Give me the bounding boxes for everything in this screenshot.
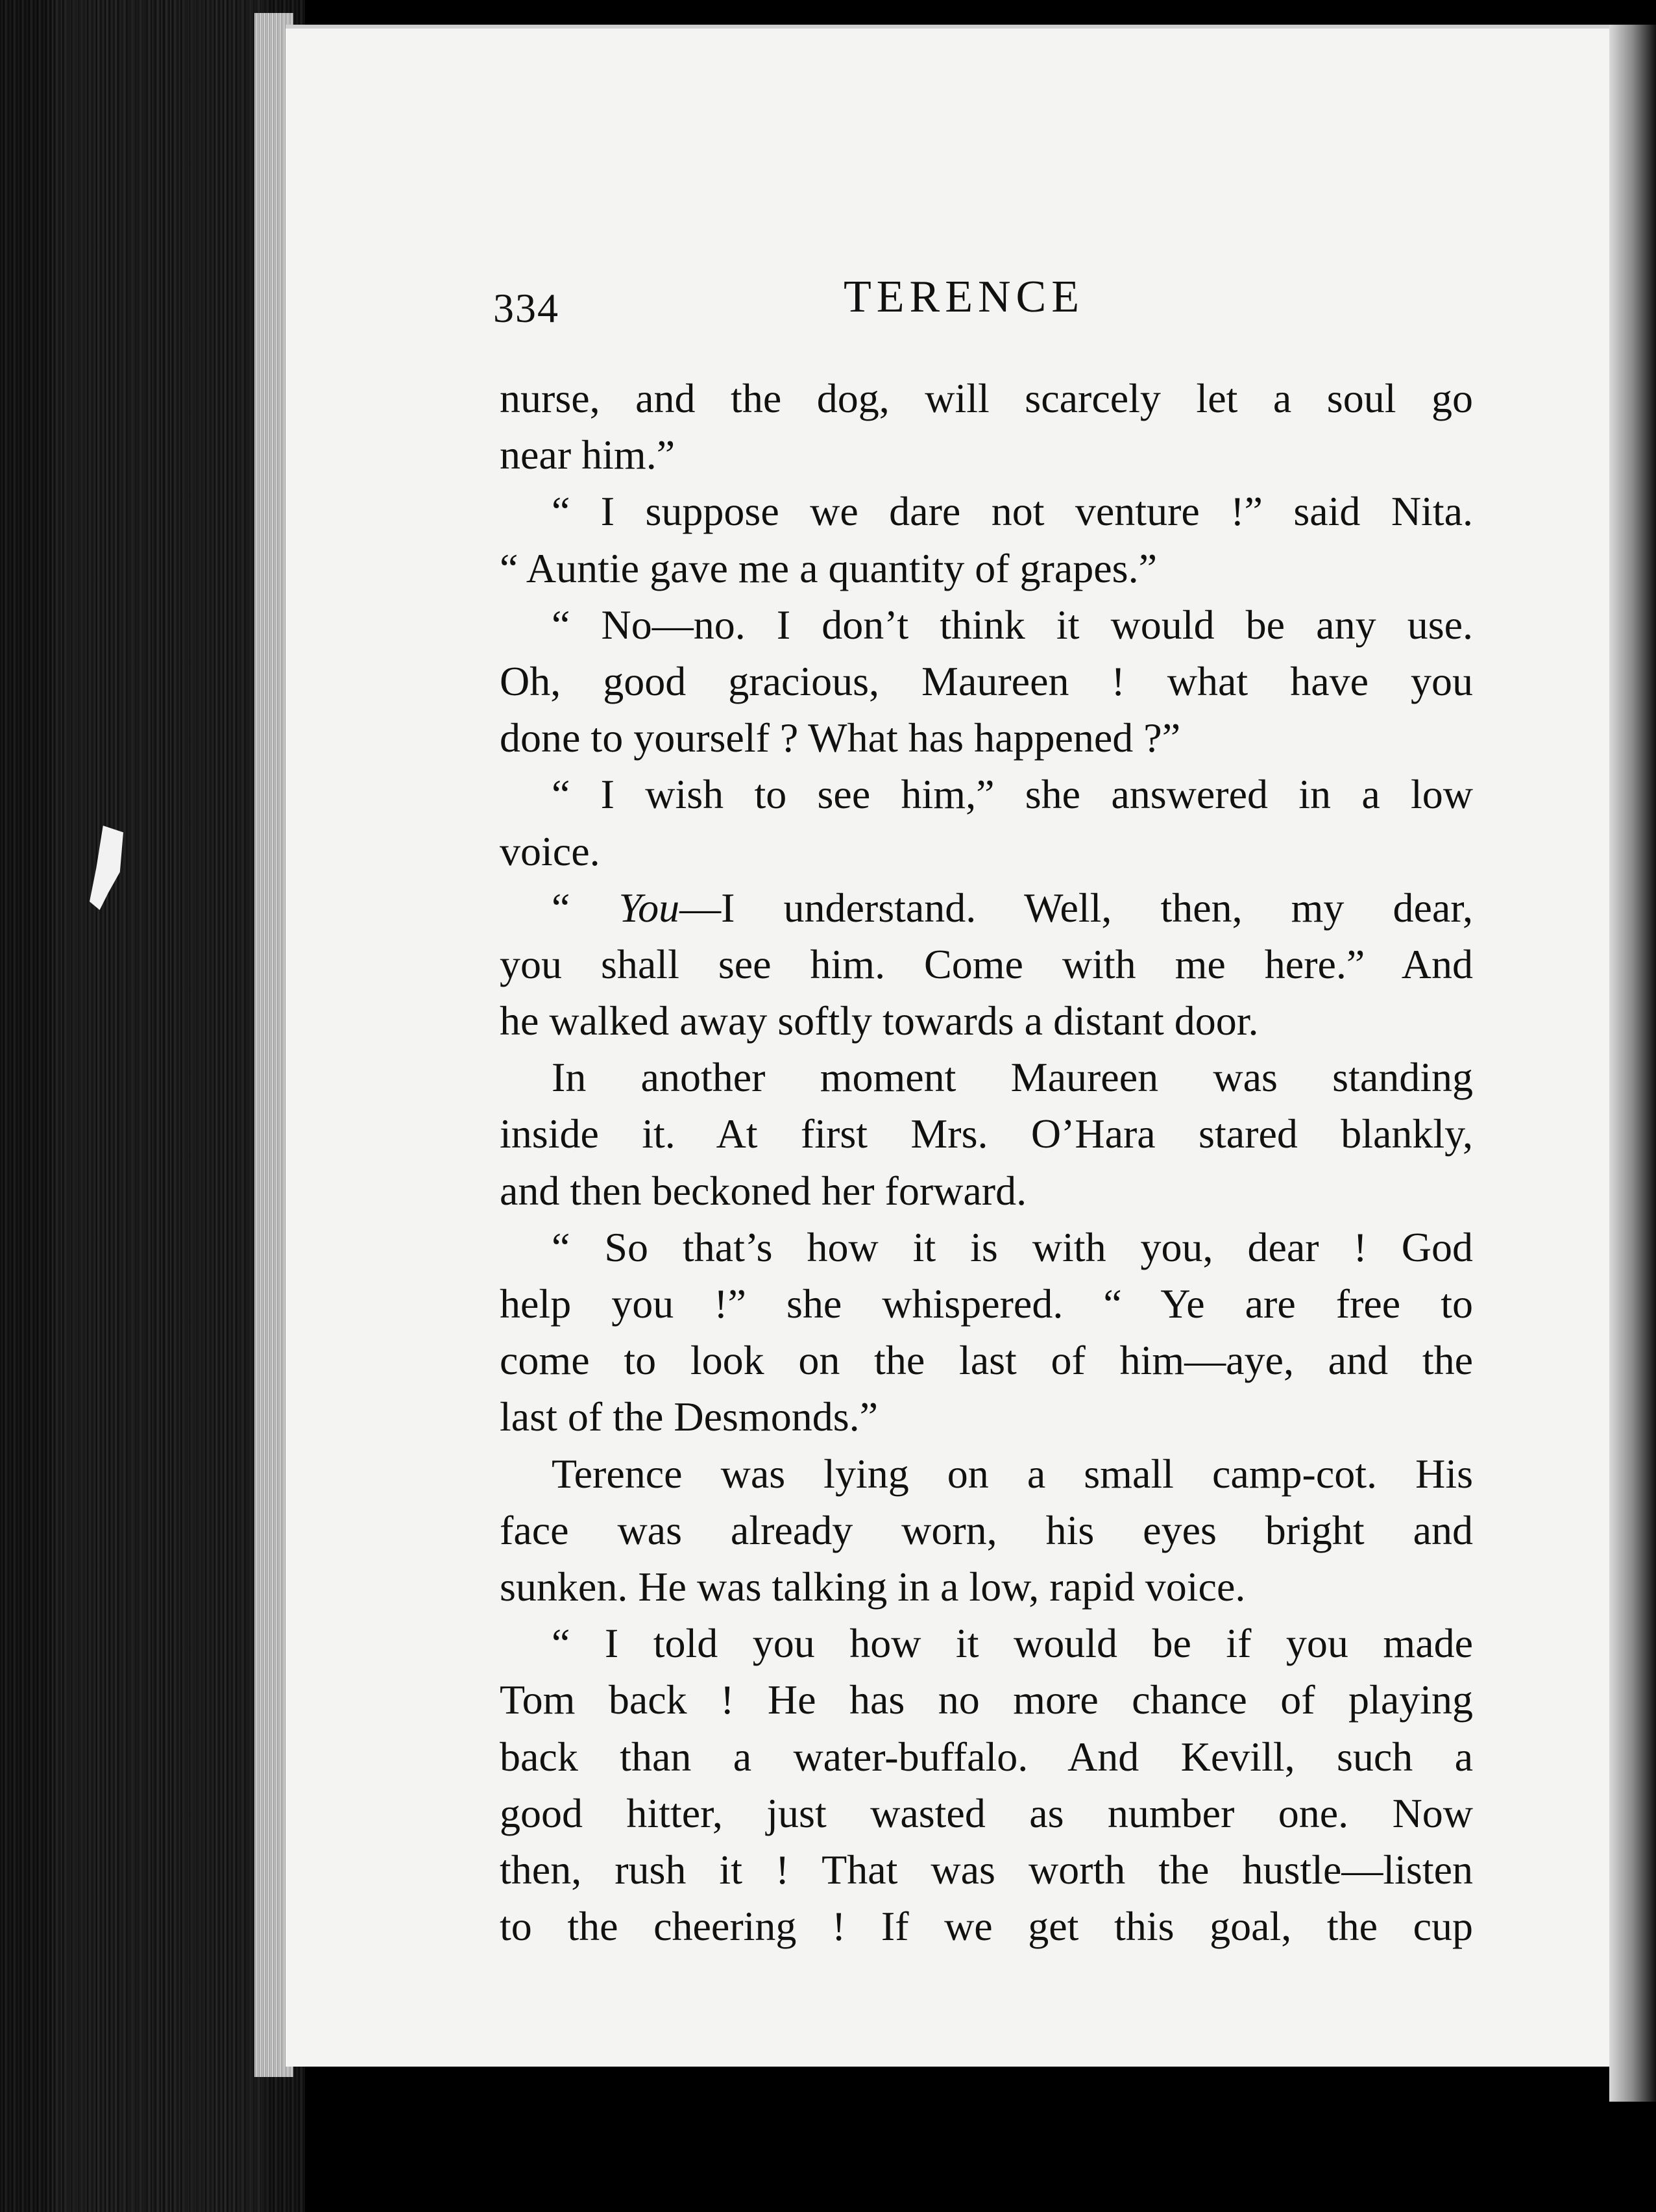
running-title: TERENCE [844, 272, 1084, 322]
text-line: then, rush it ! That was worth the hustle—listen [500, 1846, 1473, 1893]
body-text [500, 370, 1473, 1954]
text-line: done to yourself ? What has happened ?” [500, 715, 1181, 761]
text-line: In another moment Maureen was standing [552, 1054, 1473, 1101]
text-line: Terence was lying on a small camp-cot. His [552, 1450, 1473, 1497]
text-line: inside it. At first Mrs. O’Hara stared blankly, [500, 1111, 1473, 1157]
text-line: Oh, good gracious, Maureen ! what have you [500, 657, 1473, 704]
text-line: to the cheering ! If we get this goal, the cup [500, 1903, 1473, 1950]
text-line: “ So that’s how it is with you, dear ! God [552, 1223, 1473, 1270]
text-line: near him.” [500, 432, 676, 478]
running-head [493, 271, 1505, 343]
text-line: last of the Desmonds.” [500, 1394, 878, 1440]
page-right-shadow [1609, 25, 1656, 2102]
text-line: Tom back ! He has no more chance of playing [500, 1677, 1473, 1723]
text-line-rest: —I understand. Well, then, my dear, [679, 884, 1474, 931]
text-line: “ Auntie gave me a quantity of grapes.” [500, 545, 1157, 591]
text-line: “ I wish to see him,” she answered in a low [552, 771, 1473, 818]
text-line: face was already worn, his eyes bright and [500, 1506, 1473, 1553]
text-line: help you !” she whispered. “ Ye are free to [500, 1281, 1473, 1327]
text-line [500, 879, 1473, 936]
text-line: good hitter, just wasted as number one. Now [500, 1789, 1473, 1836]
page-number: 334 [493, 285, 559, 331]
text-line: he walked away softly towards a distant door. [500, 998, 1259, 1044]
text-line: “ I suppose we dare not venture !” said Nita. [552, 488, 1473, 535]
text-line: come to look on the last of him—aye, and the [500, 1337, 1473, 1384]
text-line: sunken. He was talking in a low, rapid voice. [500, 1563, 1246, 1610]
binding-texture [52, 0, 266, 2212]
text-line: you shall see him. Come with me here.” And [500, 940, 1473, 987]
text-line: “ No—no. I don’t think it would be any use. [552, 601, 1473, 648]
text-line: back than a water-buffalo. And Kevill, such a [500, 1733, 1473, 1780]
text-line: nurse, and the dog, will scarcely let a soul go [500, 375, 1473, 421]
text-line: and then beckoned her forward. [500, 1167, 1027, 1214]
text-line: “ I told you how it would be if you made [552, 1620, 1473, 1667]
text-line-prefix: “ [552, 884, 619, 931]
text-line: voice. [500, 828, 600, 874]
italic-word: You [618, 884, 680, 931]
